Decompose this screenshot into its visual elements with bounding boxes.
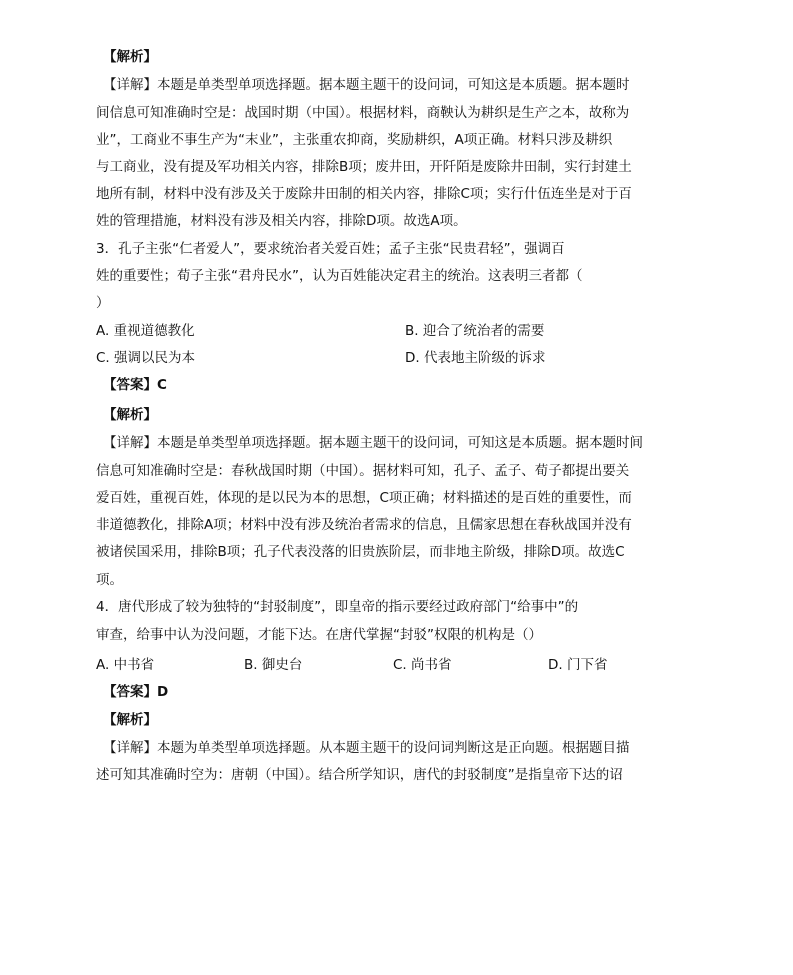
q3-option-d: D. 代表地主阶级的诉求: [405, 350, 546, 366]
q3-detail-line: 非道德教化，排除A项；材料中没有涉及统治者需求的信息，且儒家思想在春秋战国并没有: [96, 517, 632, 533]
q3-stem-line: 姓的重要性；荀子主张“君舟民水”，认为百姓能决定君主的统治。这表明三者都（: [96, 268, 583, 284]
q3-analysis-label: 【解析】: [103, 407, 157, 423]
q3-detail-line: 爱百姓，重视百姓，体现的是以民为本的思想，C项正确；材料描述的是百姓的重要性，而: [96, 490, 632, 506]
q2-detail-line: 姓的管理措施，材料没有涉及相关内容，排除D项。故选A项。: [96, 213, 467, 229]
q3-detail-line: 被诸侯国采用，排除B项；孔子代表没落的旧贵族阶层，而非地主阶级，排除D项。故选C: [96, 544, 625, 560]
q4-option-a: A. 中书省: [96, 657, 155, 673]
q3-option-b: B. 迎合了统治者的需要: [405, 323, 545, 339]
q4-option-d: D. 门下省: [548, 657, 608, 673]
q3-stem-line: ）: [96, 295, 110, 311]
q3-stem-line: 3．孔子主张“仁者爱人”，要求统治者关爱百姓；孟子主张“民贵君轻”，强调百: [96, 241, 565, 257]
q4-answer: 【答案】D: [103, 684, 169, 700]
q2-detail-line: 与工商业，没有提及军功相关内容，排除B项；废井田，开阡陌是废除井田制，实行封建土: [96, 159, 632, 175]
q4-analysis-label: 【解析】: [103, 712, 157, 728]
q2-detail-line: 地所有制，材料中没有涉及关于废除井田制的相关内容，排除C项；实行什伍连坐是对于百: [96, 186, 632, 202]
q4-option-b: B. 御史台: [244, 657, 303, 673]
q4-detail-line: 【详解】本题为单类型单项选择题。从本题主题干的设问词判断这是正向题。根据题目描: [103, 740, 630, 756]
q3-detail-line: 信息可知准确时空是：春秋战国时期（中国）。据材料可知，孔子、孟子、荀子都提出要关: [96, 463, 630, 479]
q3-detail-line: 项。: [96, 572, 123, 588]
q3-detail-line: 【详解】本题是单类型单项选择题。据本题主题干的设问词，可知这是本质题。据本题时间: [103, 435, 643, 451]
q3-option-a: A. 重视道德教化: [96, 323, 195, 339]
q2-detail-line: 业”，工商业不事生产为“末业”，主张重农抑商，奖励耕织，A项正确。材料只涉及耕织: [96, 132, 613, 148]
q4-stem-line: 审查，给事中认为没问题，才能下达。在唐代掌握“封驳”权限的机构是（）: [96, 627, 542, 643]
q4-option-c: C. 尚书省: [393, 657, 452, 673]
q2-analysis-label: 【解析】: [103, 49, 157, 65]
q2-detail-line: 【详解】本题是单类型单项选择题。据本题主题干的设问词，可知这是本质题。据本题时: [103, 77, 630, 93]
q3-option-c: C. 强调以民为本: [96, 350, 196, 366]
q2-detail-line: 间信息可知准确时空是：战国时期（中国）。根据材料，商鞅认为耕织是生产之本，故称为: [96, 105, 630, 121]
q3-answer: 【答案】C: [103, 377, 167, 393]
q4-stem-line: 4．唐代形成了较为独特的“封驳制度”，即皇帝的指示要经过政府部门“给事中”的: [96, 599, 579, 615]
q4-detail-line: 述可知其准确时空为：唐朝（中国）。结合所学知识，唐代的封驳制度”是指皇帝下达的诏: [96, 767, 623, 783]
